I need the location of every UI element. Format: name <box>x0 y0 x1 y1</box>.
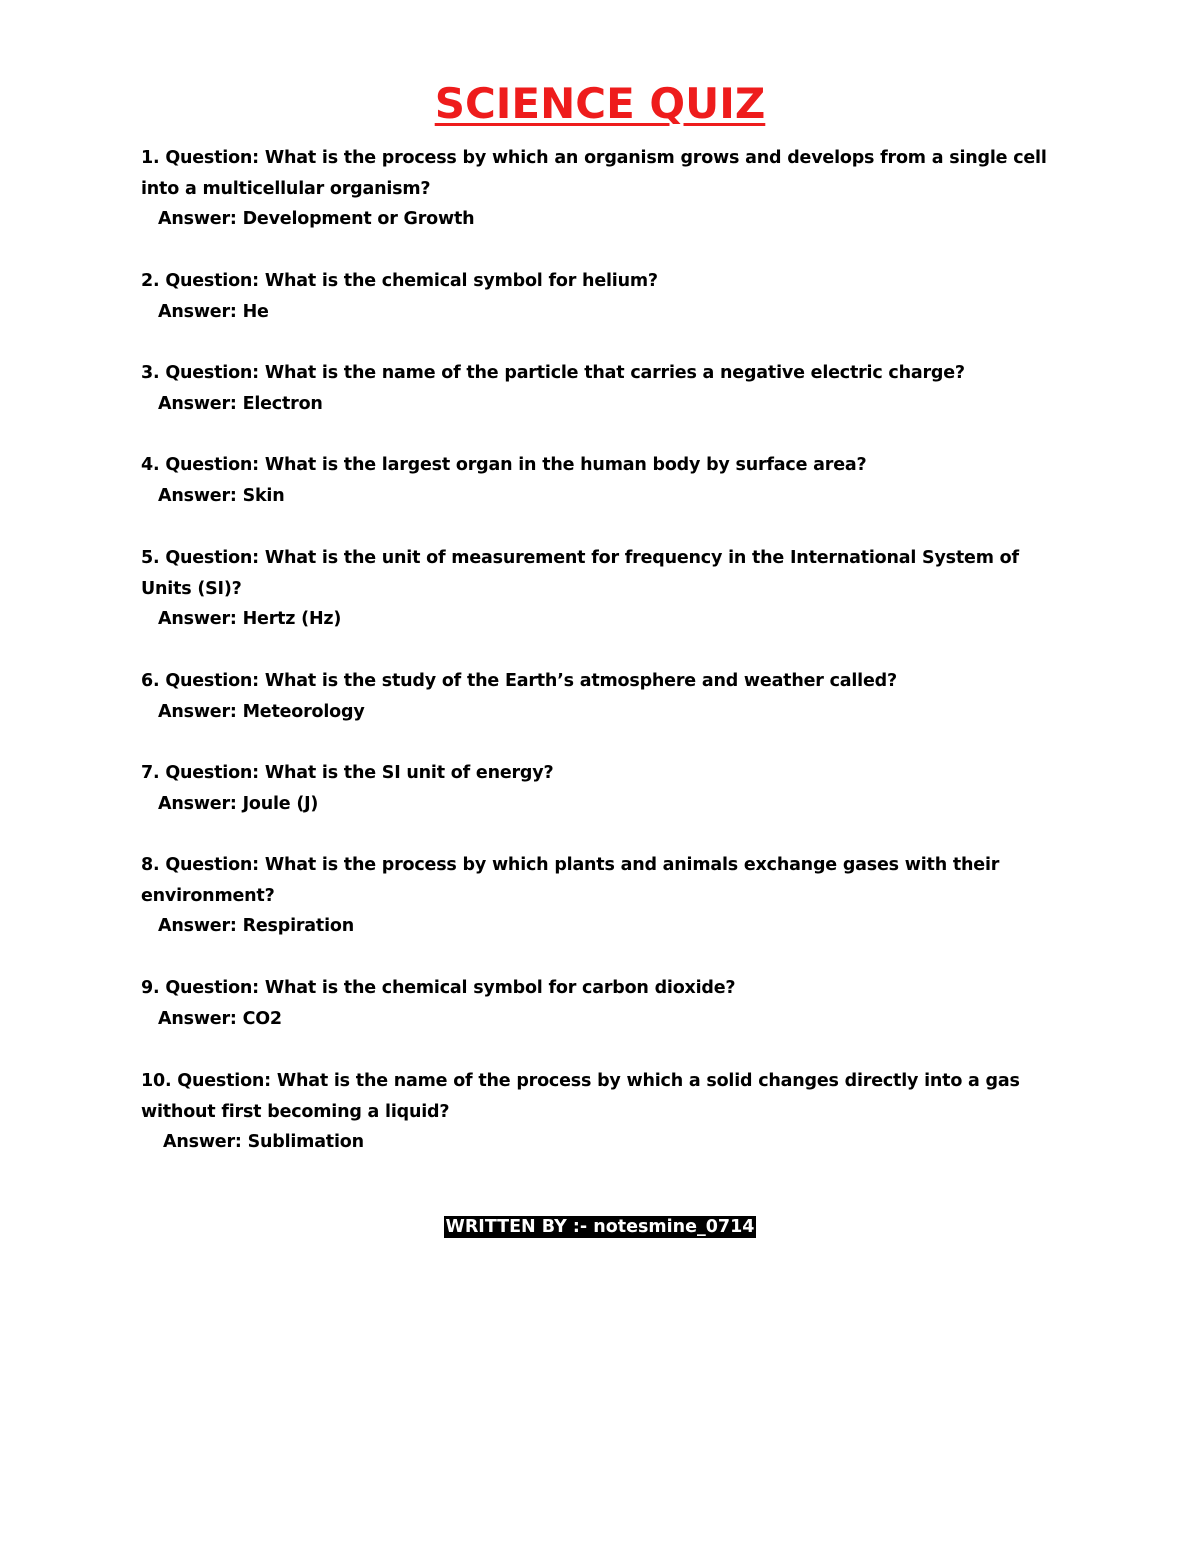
quiz-item-5 <box>141 543 1071 635</box>
question-1: 1. Question: What is the process by which an organism grows and develops from a single cell into a multicellular organism? <box>141 148 1047 199</box>
answer-2: Answer: He <box>158 301 269 322</box>
question-3: 3. Question: What is the name of the particle that carries a negative electric charge? <box>141 363 965 383</box>
quiz-item-9 <box>141 973 1071 1034</box>
question-6: 6. Question: What is the study of the Earth’s atmosphere and weather called? <box>141 671 897 691</box>
question-4: 4. Question: What is the largest organ in the human body by surface area? <box>141 455 867 475</box>
answer-4: Answer: Skin <box>158 485 285 506</box>
page-title-block <box>0 76 1200 132</box>
question-8: 8. Question: What is the process by which plants and animals exchange gases with their environment? <box>141 855 1000 906</box>
quiz-item-4 <box>141 450 1071 511</box>
question-9: 9. Question: What is the chemical symbol for carbon dioxide? <box>141 978 736 998</box>
quiz-item-8 <box>141 850 1071 942</box>
answer-7: Answer: Joule (J) <box>158 793 319 814</box>
answer-8: Answer: Respiration <box>158 916 354 936</box>
question-7: 7. Question: What is the SI unit of energy? <box>141 763 554 783</box>
quiz-item-2 <box>141 266 1071 327</box>
answer-10: Answer: Sublimation <box>163 1132 364 1152</box>
quiz-item-7 <box>141 758 1071 819</box>
question-10: 10. Question: What is the name of the process by which a solid changes directly into a gas without first becoming a liquid? <box>141 1071 1020 1122</box>
page-title: SCIENCE QUIZ <box>434 79 766 128</box>
footer-block <box>0 1215 1200 1239</box>
question-5: 5. Question: What is the unit of measurement for frequency in the International System of Units (SI)? <box>141 548 1019 599</box>
quiz-item-6 <box>141 666 1071 727</box>
quiz-item-10 <box>141 1066 1071 1158</box>
answer-5: Answer: Hertz (Hz) <box>158 609 342 629</box>
answer-1: Answer: Development or Growth <box>158 209 475 229</box>
quiz-item-1 <box>141 143 1071 235</box>
answer-9: Answer: CO2 <box>158 1008 282 1029</box>
question-2: 2. Question: What is the chemical symbol for helium? <box>141 271 658 291</box>
answer-3: Answer: Electron <box>158 393 323 414</box>
answer-6: Answer: Meteorology <box>158 701 365 722</box>
author-credit: WRITTEN BY :- notesmine_0714 <box>445 1217 755 1237</box>
quiz-item-3 <box>141 358 1071 419</box>
